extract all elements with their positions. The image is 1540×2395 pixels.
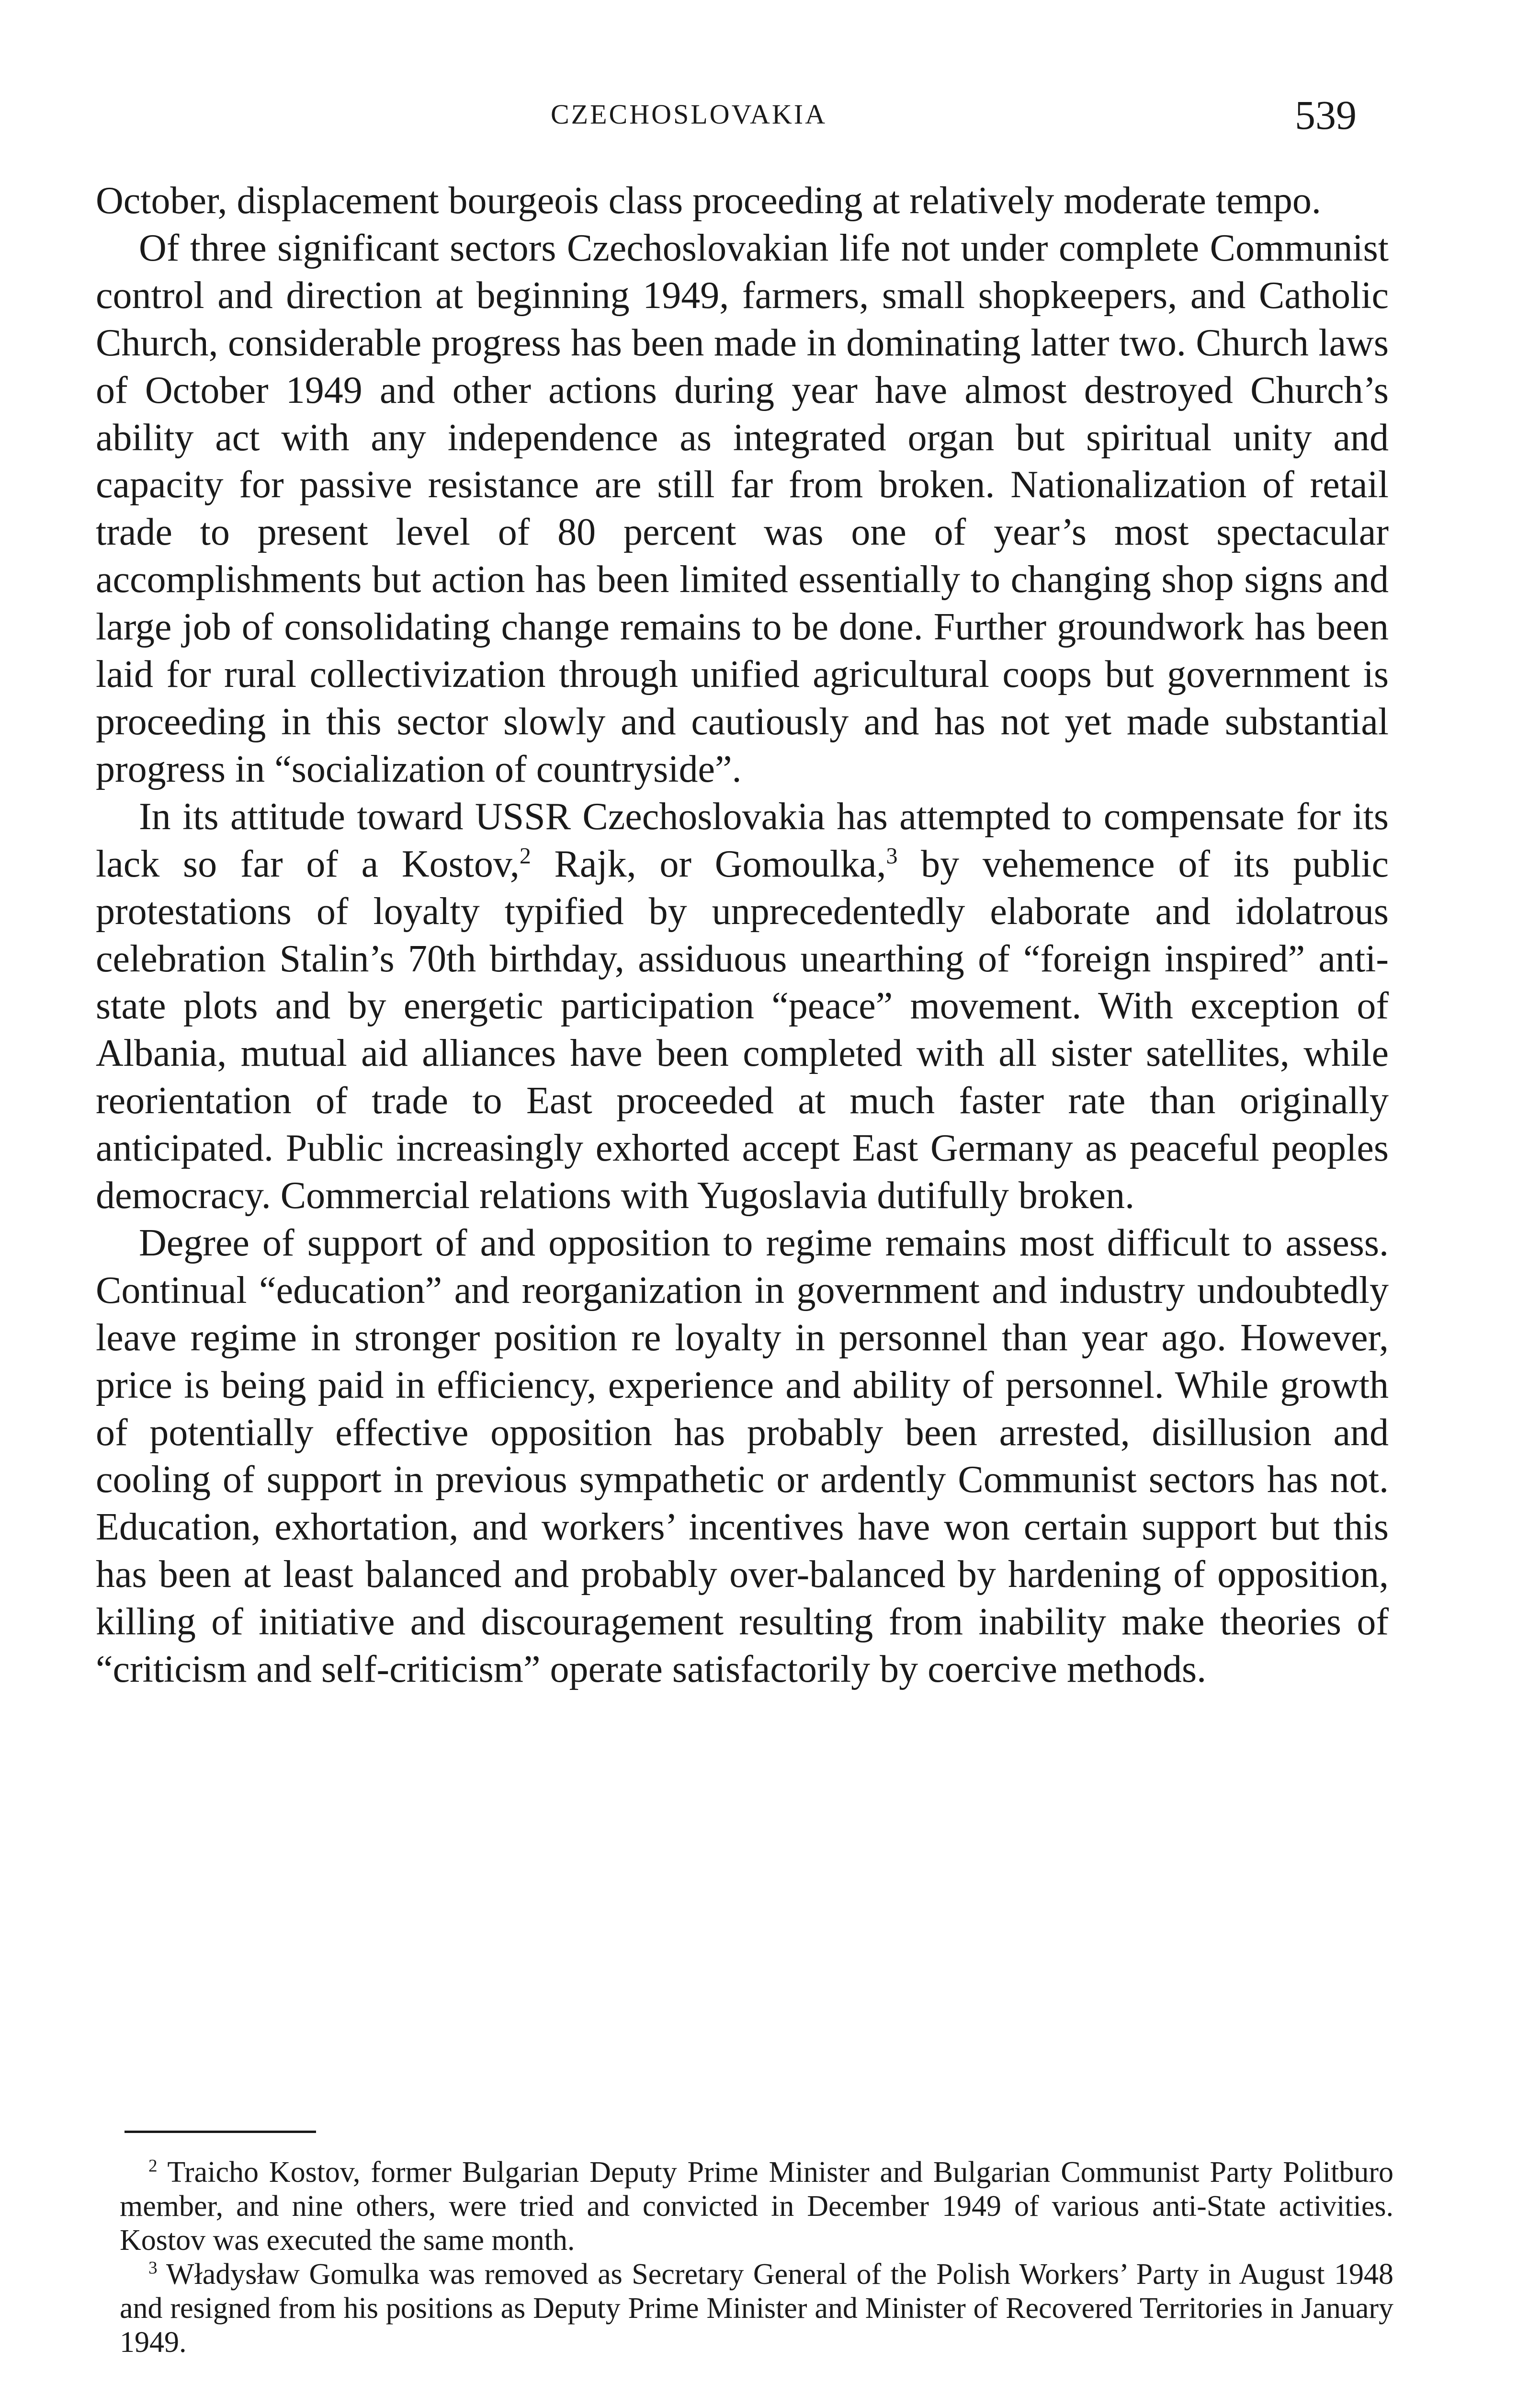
paragraph-continuation: October, displacement bourgeois class proceeding at relatively moderate tempo.: [96, 180, 1321, 222]
paragraph-text-segment: by vehemence of its public protestations of loyalty typified by unprecedentedly elaborate and idolatrous celebration Stalin’s 70th birthday, assiduous unearthing of “foreign inspired” anti-state plots and by energetic participation “peace” movement. With exception of Albania, mutual aid alliances have been completed with all sister satellites, while reorientation of trade to East proceeded at much faster rate than originally anticipated. Public increasingly exhorted accept East Germany as peaceful peoples democracy. Commercial relations with Yugoslavia dutifully broken.: [96, 843, 1389, 1217]
page-number: 539: [1295, 92, 1357, 138]
paragraph-text-segment: Rajk, or Gomoulka,: [531, 843, 886, 885]
paragraph-sectors: Of three significant sectors Czechoslovakian life not under complete Communist control and direction at beginning 1949, farmers, small shopkeepers, and Catholic Church, considerable progress has been made in dominating latter two. Church laws of October 1949 and other actions during year have almost destroyed Church’s ability act with any independence as integrated organ but spiritual unity and capacity for passive resistance are still far from broken. Nationalization of retail trade to present level of 80 percent was one of year’s most spectacular accomplishments but action has been limited essentially to changing shop signs and large job of consolidating change remains to be done. Further groundwork has been laid for rural collectivization through unified agricultural coops but government is proceeding in this sector slowly and cautiously and has not yet made substantial progress in “socialization of countryside”.: [96, 227, 1389, 790]
footnotes: [120, 2156, 1393, 2360]
footnote-2: [120, 2156, 1393, 2258]
paragraph-text-segment: In its attitude toward USSR Czechoslovakia has attempted to compensate for its lack so far of a Kostov,: [96, 795, 1389, 885]
footnote-text: Traicho Kostov, former Bulgarian Deputy Prime Minister and Bulgarian Communist Party Politburo member, and nine others, were tried and convicted in December 1949 of various anti-State activities. Kostov was executed the same month.: [120, 2156, 1393, 2257]
paragraph-ussr-attitude: [96, 793, 1389, 1220]
paragraph-support-opposition: Degree of support of and opposition to regime remains most difficult to assess. Continual “education” and reorganization in government and industry undoubtedly leave regime in stronger position re loyalty in personnel than year ago. However, price is being paid in efficiency, experience and ability of personnel. While growth of potentially effective opposition has probably been arrested, disillusion and cooling of support in previous sympathetic or ardently Communist sectors has not. Education, exhortation, and workers’ incentives have won certain support but this has been at least balanced and probably over-balanced by hardening of opposition, killing of initiative and discouragement resulting from inability make theories of “criticism and self-criticism” operate satisfactorily by coercive methods.: [96, 1221, 1389, 1691]
footnote-marker: 2: [148, 2156, 158, 2176]
footnote-3: [120, 2258, 1393, 2360]
footnote-reference-3: 3: [886, 843, 898, 869]
footnote-divider: [125, 2131, 316, 2133]
body-text: [96, 177, 1389, 1693]
running-head: CZECHOSLOVAKIA: [551, 99, 827, 130]
footnote-text: Władysław Gomulka was removed as Secretary General of the Polish Workers’ Party in August 1948 and resigned from his positions as Deputy Prime Minister and Minister of Recovered Territories in January 1949.: [120, 2258, 1393, 2359]
footnote-marker: 3: [148, 2258, 158, 2278]
footnote-reference-2: 2: [519, 843, 531, 869]
